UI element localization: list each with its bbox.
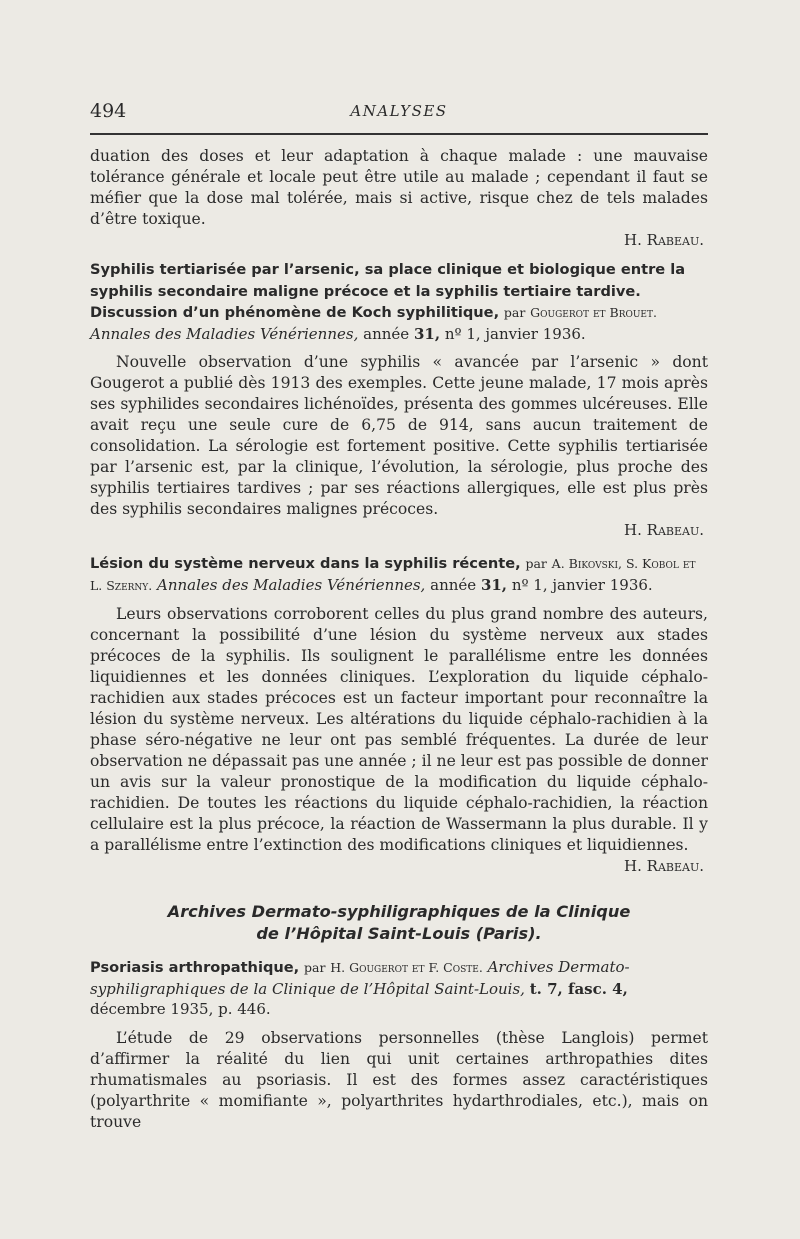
running-head: ANALYSES [350, 102, 448, 120]
entry-authors: A. Bikovski, S. Kobol et L. Szerny. [90, 556, 696, 593]
entry-title: Lésion du système nerveux dans la syphilis récente, [90, 555, 521, 572]
header-rule [90, 133, 708, 135]
entry-annee: année [430, 575, 477, 594]
entry-authors: Gougerot et Brouet. [530, 305, 657, 320]
page-header [90, 100, 708, 126]
text-column [90, 146, 708, 1133]
section-heading-line-1: Archives Dermato-syphiligraphiques de la Clinique [167, 902, 631, 921]
entry-issue: nº 1, janvier 1936. [444, 324, 586, 343]
section-heading-line-2: de l’Hôpital Saint-Louis (Paris). [256, 924, 542, 943]
entry-body: Leurs observations corroborent celles du plus grand nombre des auteurs, concernant la possibilité d’une lésion du système nerveux aux stades précoces de la syphilis. Ils soulignent le parallélisme entre les données liquidiennes et les données cliniques. L’exploration du liquide céphalo-rachidien aux stades précoces est un facteur important pour reconnaître la lésion du système nerveux. Les altérations du liquide céphalo-rachidien à la phase séro-négative ne leur ont pas semblé fréquentes. La durée de leur observation ne dépassait pas une année ; il ne leur est pas possible de donner un avis sur la valeur pronostique de la modification du liquide céphalo-rachidien. De toutes les réactions du liquide céphalo-rachidien, la réaction cellulaire est la plus précoce, la réaction de Wassermann la plus durable. Il y a parallélisme entre l’extinction des modifications cliniques et liquidiennes. [90, 605, 708, 854]
signature: H. Rabeau. [624, 521, 704, 539]
entry-psoriasis-arthropathique [90, 957, 708, 1020]
entry-volume: t. 7, fasc. 4, [529, 979, 628, 998]
section-heading [90, 901, 708, 945]
page-number: 494 [90, 100, 127, 122]
entry-volume: 31, [480, 575, 508, 594]
entry-par: par [304, 960, 326, 975]
entry-journal: Annales des Maladies Vénériennes, [90, 324, 359, 343]
entry-body: L’étude de 29 observations personnelles (thèse Langlois) permet d’affirmer la réalité du lien qui unit certaines arthropathies dites rhumatismales au psoriasis. Il est des formes assez caractéristiques (polyarthrite « momifiante », polyarthrites hydarthrodiales, etc.), mais on trouve [90, 1028, 708, 1131]
entry-par: par [503, 305, 526, 320]
entry-title: Syphilis tertiarisée par l’arsenic, sa place clinique et biologique entre la syphilis secondaire maligne précoce et la syphilis tertiaire tardive. Discussion d’un phénomène de Koch syphilitique, [90, 261, 686, 321]
entry-journal: Archives Dermato-syphiligraphiques de la Clinique de l’Hôpital Saint-Louis, [90, 958, 630, 998]
entry-syphilis-tertiarisee [90, 259, 708, 344]
entry-body: Nouvelle observation d’une syphilis « avancée par l’arsenic » dont Gougerot a publié dès 1913 des exemples. Cette jeune malade, 17 mois après ses syphilides secondaires lichénoïdes, présenta des gommes ulcéreuses. Elle avait reçu une seule cure de 6,75 de 914, sans aucun traitement de consolidation. La sérologie est fortement positive. Cette syphilis tertiarisée par l’arsenic est, par la clinique, l’évolution, la sérologie, plus proche des syphilis tertiaires tardives ; par ses réactions allergiques, elle est plus près des syphilis secondaires malignes précoces. [90, 353, 708, 518]
entry-volume: 31, [413, 324, 441, 343]
paragraph-continuation: duation des doses et leur adaptation à chaque malade : une mauvaise tolérance générale et locale peut être utile au malade ; cependant il faut se méfier que la dose mal tolérée, mais si active, risque chez de tels malades d’être toxique. [90, 147, 708, 228]
signature: H. Rabeau. [624, 231, 704, 249]
entry-issue: décembre 1935, p. 446. [90, 1000, 271, 1018]
entry-lesion-systeme-nerveux [90, 553, 708, 596]
entry-title: Psoriasis arthropathique, [90, 959, 300, 976]
entry-journal: Annales des Maladies Vénériennes, [156, 575, 426, 594]
entry-par: par [525, 556, 547, 571]
signature: H. Rabeau. [624, 857, 704, 875]
entry-issue: nº 1, janvier 1936. [511, 575, 653, 594]
entry-authors: H. Gougerot et F. Coste. [330, 960, 483, 975]
entry-annee: année [363, 324, 410, 343]
